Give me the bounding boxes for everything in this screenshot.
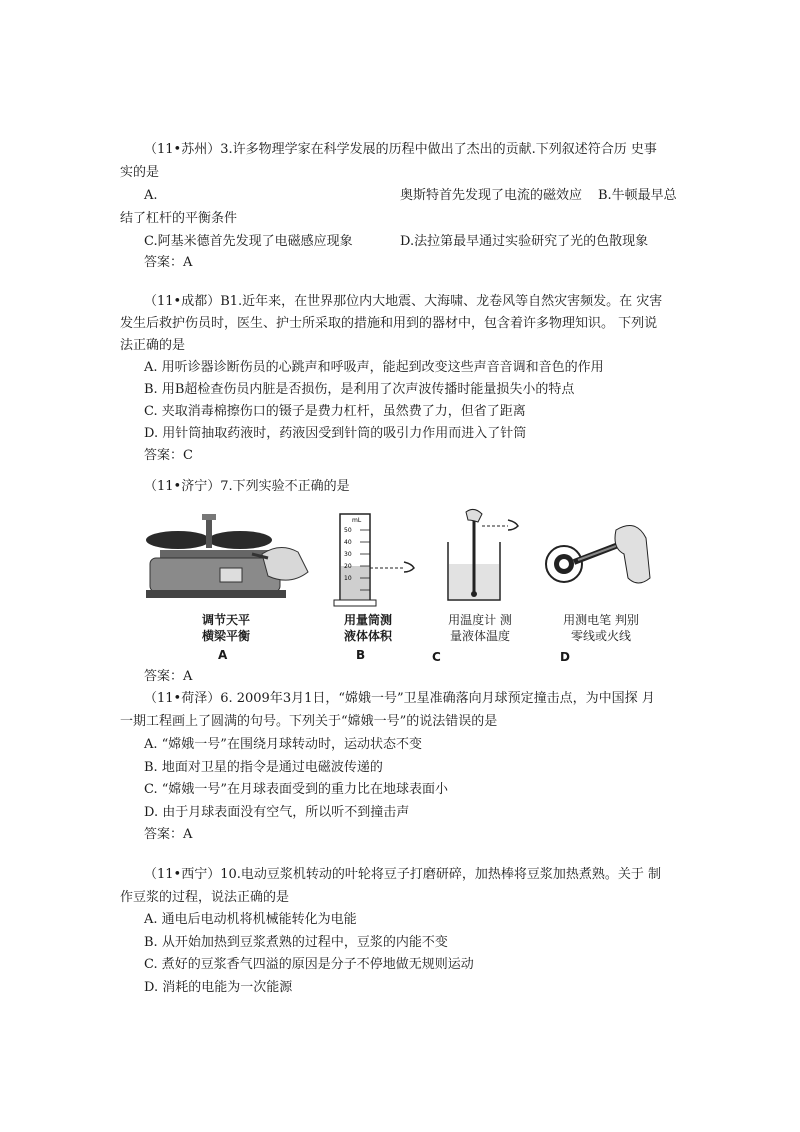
q4-stem-line1: （11•荷泽）6. 2009年3月1日，“嫦娥一号”卫星准确落向月球预定撞击点，为中国探 月 xyxy=(144,691,655,706)
cylinder-tick-label: 50 xyxy=(344,527,352,534)
q3-answer: 答案：A xyxy=(144,669,193,684)
q5-option-c: C. 煮好的豆浆香气四溢的原因是分子不停地做无规则运动 xyxy=(144,957,474,972)
q1-option-c: C.阿基米德首先发现了电磁感应现象 xyxy=(144,234,353,249)
q2-stem-line1: （11•成都）B1.近年来，在世界那位内大地震、大海啸、龙卷风等自然灾害频发。在 灾害 xyxy=(144,294,663,309)
q1-option-b-tail: 结了杠杆的平衡条件 xyxy=(120,211,238,226)
q2-answer: 答案：C xyxy=(144,448,193,463)
figure-a-caption-line2: 横梁平衡 xyxy=(201,629,250,643)
q4-option-c: C. “嫦娥一号”在月球表面受到的重力比在地球表面小 xyxy=(144,782,449,797)
q5-option-a: A. 通电后电动机将机械能转化为电能 xyxy=(144,912,357,927)
balance-illustration xyxy=(140,510,310,608)
q1-answer: 答案：A xyxy=(144,255,193,270)
q4-option-d: D. 由于月球表面没有空气，所以听不到撞击声 xyxy=(144,805,410,820)
q4-stem-line2: 一期工程画上了圆满的句号。下列关于“嫦娥一号”的说法错误的是 xyxy=(120,714,498,729)
q1-option-b-head: B.牛顿最早总 xyxy=(598,188,677,203)
figure-c-caption-line2: 量液体温度 xyxy=(449,629,510,643)
q2-stem-line2: 发生后救护伤员时，医生、护士所采取的措施和用到的器材中，包含着许多物理知识。 下列说 xyxy=(120,316,658,331)
figure-b-caption-line1: 用量筒测 xyxy=(343,613,392,627)
q3-stem: （11•济宁）7.下列实验不正确的是 xyxy=(144,479,350,494)
q5-option-b: B. 从开始加热到豆浆煮熟的过程中，豆浆的内能不变 xyxy=(144,935,448,950)
q4-answer: 答案：A xyxy=(144,827,193,842)
q2-option-c: C. 夹取消毒棉擦伤口的镊子是费力杠杆，虽然费了力，但省了距离 xyxy=(144,404,526,419)
cylinder-tick-label: 40 xyxy=(344,539,352,546)
cylinder-tick-label: 20 xyxy=(344,563,352,570)
q4-option-b: B. 地面对卫星的指令是通过电磁波传递的 xyxy=(144,760,383,775)
figure-c-label: C xyxy=(432,650,441,664)
q2-option-a: A. 用听诊器诊断伤员的心跳声和呼吸声，能起到改变这些声音音调和音色的作用 xyxy=(144,360,604,375)
q1-option-a-letter: A. xyxy=(144,188,158,203)
q2-option-b: B. 用B超检查伤员内脏是否损伤，是利用了次声波传播时能量损失小的特点 xyxy=(144,382,575,397)
cylinder-unit-label: mL xyxy=(352,517,362,524)
figure-a-caption-line1: 调节天平 xyxy=(201,613,250,627)
test-pen-illustration xyxy=(540,508,660,610)
q5-stem-line1: （11•西宁）10.电动豆浆机转动的叶轮将豆子打磨研碎，加热棒将豆浆加热煮熟。关于 制 xyxy=(144,867,662,882)
figure-d-caption-line1: 用测电笔 判别 xyxy=(563,613,639,627)
q5-stem-line2: 作豆浆的过程，说法正确的是 xyxy=(120,890,290,905)
cylinder-tick-label: 10 xyxy=(344,575,352,582)
q2-option-d: D. 用针筒抽取药液时，药液因受到针筒的吸引力作用而进入了针筒 xyxy=(144,426,527,441)
figure-c-caption-line1: 用温度计 测 xyxy=(448,613,512,627)
figure-d-caption-line2: 零线或火线 xyxy=(570,629,631,643)
figure-a-label: A xyxy=(218,648,228,662)
q2-stem-line3: 法正确的是 xyxy=(120,338,186,353)
thermometer-beaker-illustration xyxy=(438,506,528,610)
q5-option-d: D. 消耗的电能为一次能源 xyxy=(144,980,293,995)
q1-stem-line2: 实的是 xyxy=(120,165,160,180)
cylinder-tick-label: 30 xyxy=(344,551,352,558)
graduated-cylinder-illustration xyxy=(330,506,420,610)
q1-option-d: D.法拉第最早通过实验研究了光的色散现象 xyxy=(400,234,649,249)
q1-option-a-text: 奥斯特首先发现了电流的磁效应 xyxy=(400,188,583,203)
q4-option-a: A. “嫦娥一号”在围绕月球转动时，运动状态不变 xyxy=(144,737,422,752)
figure-d-label: D xyxy=(560,650,570,664)
figure-b-label: B xyxy=(356,648,366,662)
figure-b-caption-line2: 液体体积 xyxy=(343,629,392,643)
q1-stem-line1: （11•苏州）3.许多物理学家在科学发展的历程中做出了杰出的贡献.下列叙述符合历 史事 xyxy=(144,142,657,157)
